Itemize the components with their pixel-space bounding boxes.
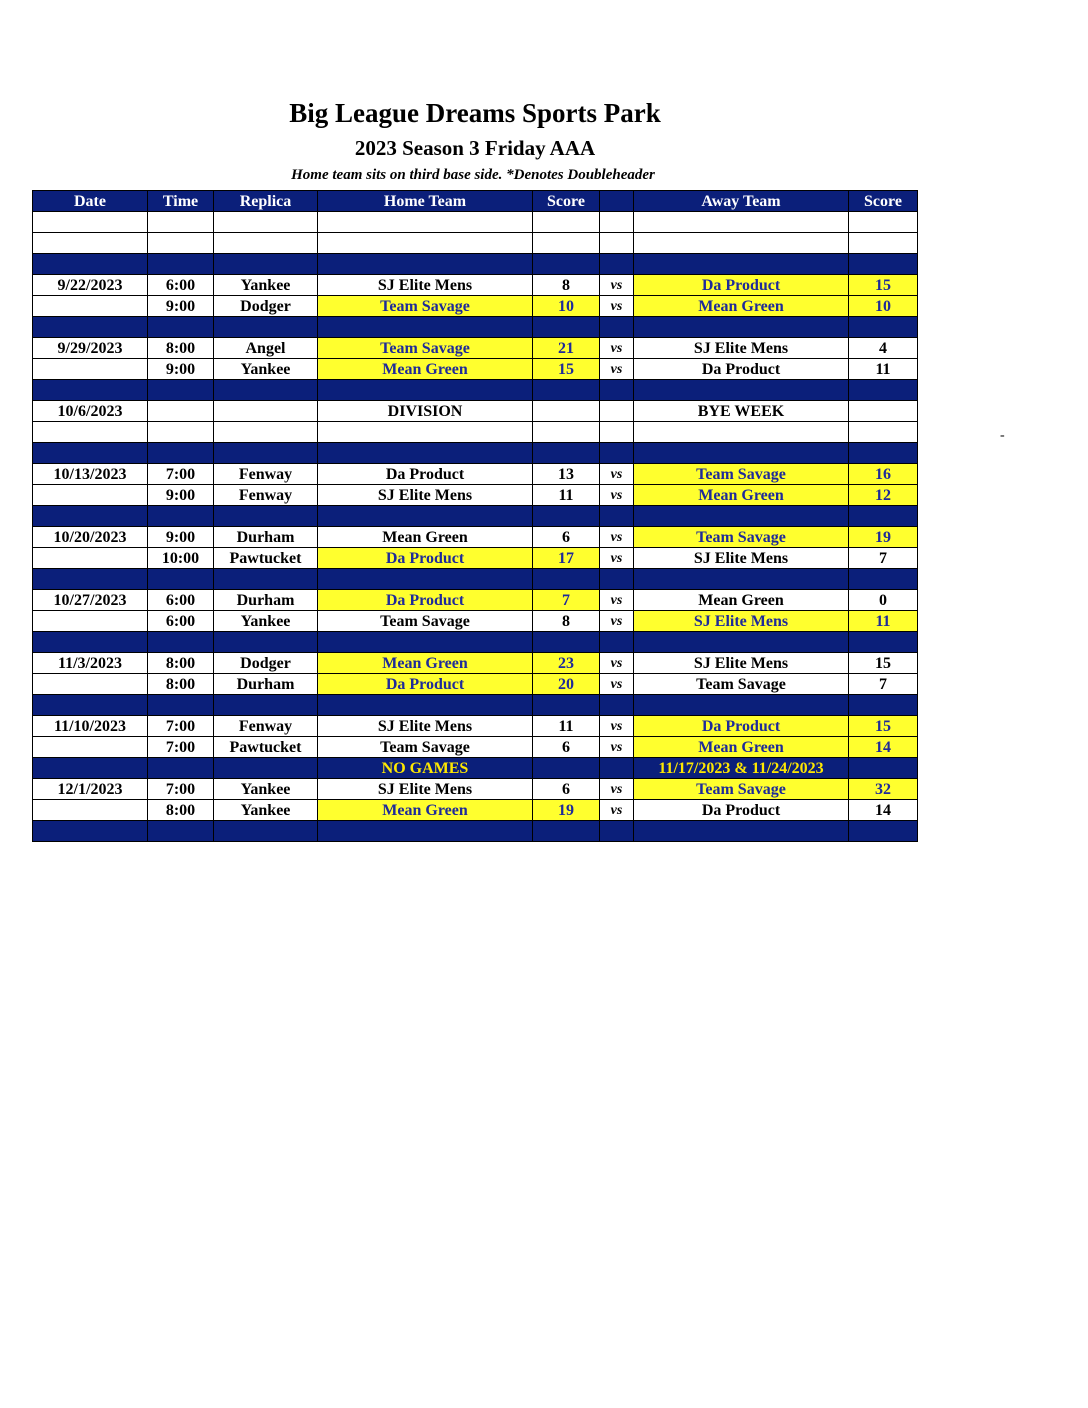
separator-cell xyxy=(33,317,148,338)
home-score-cell: 6 xyxy=(533,779,600,800)
time-cell: 6:00 xyxy=(148,611,214,632)
separator-cell xyxy=(318,695,533,716)
home-team-cell: SJ Elite Mens xyxy=(318,779,533,800)
empty-cell xyxy=(214,233,318,254)
separator-cell xyxy=(148,695,214,716)
home-score-cell: 8 xyxy=(533,611,600,632)
separator-cell xyxy=(634,317,849,338)
time-cell: 6:00 xyxy=(148,275,214,296)
home-score-cell xyxy=(533,401,600,422)
col-header-home-team: Home Team xyxy=(318,191,533,212)
home-score-cell: 11 xyxy=(533,485,600,506)
time-cell: 9:00 xyxy=(148,485,214,506)
time-cell: 8:00 xyxy=(148,800,214,821)
separator-cell xyxy=(634,254,849,275)
separator-cell xyxy=(214,443,318,464)
away-team-cell: Team Savage xyxy=(634,674,849,695)
empty-cell xyxy=(533,233,600,254)
col-header-replica: Replica xyxy=(214,191,318,212)
away-score-cell: 7 xyxy=(849,548,918,569)
date-cell xyxy=(33,485,148,506)
replica-cell: Durham xyxy=(214,590,318,611)
empty-cell xyxy=(148,212,214,233)
away-team-cell: SJ Elite Mens xyxy=(634,338,849,359)
separator-cell xyxy=(318,317,533,338)
separator-cell xyxy=(148,632,214,653)
replica-cell: Fenway xyxy=(214,464,318,485)
away-team-cell: Da Product xyxy=(634,359,849,380)
home-score-cell: 20 xyxy=(533,674,600,695)
game-row xyxy=(33,485,918,506)
empty-cell xyxy=(849,422,918,443)
replica-cell xyxy=(214,401,318,422)
header-row xyxy=(33,191,918,212)
away-score-cell: 14 xyxy=(849,737,918,758)
date-cell xyxy=(33,674,148,695)
empty-cell xyxy=(33,422,148,443)
vs-cell: vs xyxy=(600,548,634,569)
empty-cell xyxy=(634,233,849,254)
empty-cell xyxy=(214,212,318,233)
blank-row xyxy=(33,422,918,443)
separator-row xyxy=(33,695,918,716)
separator-cell xyxy=(634,632,849,653)
separator-row xyxy=(33,443,918,464)
home-team-cell: Da Product xyxy=(318,590,533,611)
home-score-cell: 15 xyxy=(533,359,600,380)
empty-cell xyxy=(634,212,849,233)
separator-cell xyxy=(148,569,214,590)
vs-cell: vs xyxy=(600,296,634,317)
vs-cell xyxy=(600,401,634,422)
date-cell: 9/29/2023 xyxy=(33,338,148,359)
away-team-cell: SJ Elite Mens xyxy=(634,611,849,632)
date-cell xyxy=(33,611,148,632)
home-team-cell: Team Savage xyxy=(318,737,533,758)
separator-cell xyxy=(600,569,634,590)
separator-cell xyxy=(849,758,918,779)
separator-row xyxy=(33,506,918,527)
away-score-cell: 14 xyxy=(849,800,918,821)
separator-cell xyxy=(600,695,634,716)
empty-cell xyxy=(33,212,148,233)
separator-cell xyxy=(849,380,918,401)
time-cell: 9:00 xyxy=(148,359,214,380)
separator-cell xyxy=(600,758,634,779)
separator-cell xyxy=(318,569,533,590)
separator-cell xyxy=(600,254,634,275)
replica-cell: Fenway xyxy=(214,716,318,737)
away-team-cell: Team Savage xyxy=(634,464,849,485)
vs-cell: vs xyxy=(600,716,634,737)
col-header-away-score: Score xyxy=(849,191,918,212)
game-row xyxy=(33,779,918,800)
away-score-cell: 10 xyxy=(849,296,918,317)
no-games-dates: 11/17/2023 & 11/24/2023 xyxy=(634,758,849,779)
separator-cell xyxy=(600,821,634,842)
vs-cell: vs xyxy=(600,527,634,548)
separator-cell xyxy=(533,758,600,779)
away-score-cell: 19 xyxy=(849,527,918,548)
separator-cell xyxy=(533,569,600,590)
empty-cell xyxy=(214,422,318,443)
away-score-cell: 0 xyxy=(849,590,918,611)
empty-cell xyxy=(634,422,849,443)
vs-cell: vs xyxy=(600,779,634,800)
home-team-cell: Da Product xyxy=(318,548,533,569)
replica-cell: Fenway xyxy=(214,485,318,506)
separator-cell xyxy=(33,758,148,779)
separator-cell xyxy=(214,380,318,401)
separator-cell xyxy=(148,380,214,401)
replica-cell: Pawtucket xyxy=(214,737,318,758)
separator-cell xyxy=(600,443,634,464)
time-cell: 7:00 xyxy=(148,716,214,737)
separator-cell xyxy=(318,380,533,401)
separator-cell xyxy=(634,506,849,527)
game-row xyxy=(33,338,918,359)
game-row xyxy=(33,359,918,380)
away-score-cell: 4 xyxy=(849,338,918,359)
separator-cell xyxy=(849,443,918,464)
separator-row xyxy=(33,317,918,338)
separator-cell xyxy=(600,317,634,338)
replica-cell: Yankee xyxy=(214,359,318,380)
home-score-cell: 19 xyxy=(533,800,600,821)
replica-cell: Angel xyxy=(214,338,318,359)
separator-cell xyxy=(533,695,600,716)
page-title: Big League Dreams Sports Park xyxy=(289,98,661,128)
time-cell: 10:00 xyxy=(148,548,214,569)
separator-cell xyxy=(849,632,918,653)
col-header-time: Time xyxy=(148,191,214,212)
home-team-cell: Team Savage xyxy=(318,338,533,359)
separator-cell xyxy=(33,821,148,842)
date-cell: 11/3/2023 xyxy=(33,653,148,674)
vs-cell: vs xyxy=(600,590,634,611)
date-cell xyxy=(33,548,148,569)
home-score-cell: 7 xyxy=(533,590,600,611)
vs-cell: vs xyxy=(600,485,634,506)
separator-cell xyxy=(33,506,148,527)
date-cell: 10/6/2023 xyxy=(33,401,148,422)
home-team-cell: Da Product xyxy=(318,674,533,695)
empty-cell xyxy=(849,233,918,254)
home-score-cell: 6 xyxy=(533,737,600,758)
separator-cell xyxy=(634,821,849,842)
away-team-cell: Da Product xyxy=(634,716,849,737)
vs-cell: vs xyxy=(600,464,634,485)
home-score-cell: 6 xyxy=(533,527,600,548)
separator-cell xyxy=(214,317,318,338)
home-score-cell: 10 xyxy=(533,296,600,317)
separator-cell xyxy=(533,632,600,653)
time-cell xyxy=(148,401,214,422)
away-team-cell: Team Savage xyxy=(634,779,849,800)
away-score-cell xyxy=(849,401,918,422)
away-score-cell: 15 xyxy=(849,653,918,674)
time-cell: 9:00 xyxy=(148,527,214,548)
empty-cell xyxy=(600,233,634,254)
game-row xyxy=(33,464,918,485)
separator-cell xyxy=(600,632,634,653)
vs-cell: vs xyxy=(600,737,634,758)
separator-row xyxy=(33,632,918,653)
replica-cell: Durham xyxy=(214,674,318,695)
home-score-cell: 23 xyxy=(533,653,600,674)
vs-cell: vs xyxy=(600,359,634,380)
home-score-cell: 17 xyxy=(533,548,600,569)
separator-cell xyxy=(148,506,214,527)
separator-cell xyxy=(214,695,318,716)
empty-cell xyxy=(600,422,634,443)
date-cell: 10/13/2023 xyxy=(33,464,148,485)
separator-cell xyxy=(214,569,318,590)
separator-cell xyxy=(33,254,148,275)
home-team-cell: SJ Elite Mens xyxy=(318,485,533,506)
separator-cell xyxy=(318,821,533,842)
empty-cell xyxy=(600,212,634,233)
date-cell xyxy=(33,296,148,317)
separator-cell xyxy=(849,506,918,527)
separator-cell xyxy=(849,254,918,275)
replica-cell: Yankee xyxy=(214,779,318,800)
separator-row xyxy=(33,569,918,590)
replica-cell: Durham xyxy=(214,527,318,548)
separator-cell xyxy=(148,758,214,779)
away-team-cell: Mean Green xyxy=(634,296,849,317)
col-header-vs xyxy=(600,191,634,212)
date-cell: 9/22/2023 xyxy=(33,275,148,296)
away-team-cell: Mean Green xyxy=(634,590,849,611)
date-cell: 10/20/2023 xyxy=(33,527,148,548)
empty-cell xyxy=(318,422,533,443)
separator-cell xyxy=(533,821,600,842)
separator-cell xyxy=(533,254,600,275)
time-cell: 8:00 xyxy=(148,674,214,695)
separator-cell xyxy=(214,254,318,275)
empty-cell xyxy=(33,233,148,254)
separator-cell xyxy=(600,380,634,401)
col-header-away-team: Away Team xyxy=(634,191,849,212)
vs-cell: vs xyxy=(600,338,634,359)
page-subtitle: 2023 Season 3 Friday AAA xyxy=(354,136,596,160)
vs-cell: vs xyxy=(600,800,634,821)
game-row xyxy=(33,674,918,695)
separator-cell xyxy=(33,380,148,401)
separator-cell xyxy=(634,695,849,716)
away-score-cell: 15 xyxy=(849,275,918,296)
vs-cell: vs xyxy=(600,275,634,296)
replica-cell: Yankee xyxy=(214,275,318,296)
separator-cell xyxy=(634,380,849,401)
home-team-cell: Da Product xyxy=(318,464,533,485)
blank-row xyxy=(33,233,918,254)
away-team-cell: SJ Elite Mens xyxy=(634,653,849,674)
separator-cell xyxy=(33,569,148,590)
blank-row xyxy=(33,212,918,233)
away-team-cell: Team Savage xyxy=(634,527,849,548)
separator-cell xyxy=(148,254,214,275)
col-header-home-score: Score xyxy=(533,191,600,212)
empty-cell xyxy=(533,422,600,443)
home-team-cell: Team Savage xyxy=(318,296,533,317)
separator-cell xyxy=(33,443,148,464)
separator-cell xyxy=(634,443,849,464)
separator-cell xyxy=(533,380,600,401)
vs-cell: vs xyxy=(600,674,634,695)
replica-cell: Dodger xyxy=(214,296,318,317)
replica-cell: Yankee xyxy=(214,800,318,821)
away-team-cell: Mean Green xyxy=(634,737,849,758)
empty-cell xyxy=(533,212,600,233)
time-cell: 9:00 xyxy=(148,296,214,317)
empty-cell xyxy=(318,233,533,254)
empty-cell xyxy=(849,212,918,233)
replica-cell: Pawtucket xyxy=(214,548,318,569)
time-cell: 8:00 xyxy=(148,338,214,359)
separator-cell xyxy=(148,821,214,842)
home-team-cell: Mean Green xyxy=(318,527,533,548)
vs-cell: vs xyxy=(600,611,634,632)
home-team-cell: Mean Green xyxy=(318,800,533,821)
separator-cell xyxy=(849,821,918,842)
separator-row xyxy=(33,254,918,275)
away-score-cell: 11 xyxy=(849,611,918,632)
game-row xyxy=(33,527,918,548)
home-score-cell: 8 xyxy=(533,275,600,296)
time-cell: 7:00 xyxy=(148,779,214,800)
empty-cell xyxy=(148,422,214,443)
schedule-body xyxy=(33,212,918,842)
away-score-cell: 32 xyxy=(849,779,918,800)
date-cell: 10/27/2023 xyxy=(33,590,148,611)
separator-cell xyxy=(318,632,533,653)
home-team-cell: DIVISION xyxy=(318,401,533,422)
time-cell: 7:00 xyxy=(148,737,214,758)
separator-cell xyxy=(533,443,600,464)
game-row xyxy=(33,275,918,296)
separator-cell xyxy=(33,695,148,716)
date-cell: 11/10/2023 xyxy=(33,716,148,737)
date-cell: 12/1/2023 xyxy=(33,779,148,800)
game-row xyxy=(33,737,918,758)
separator-cell xyxy=(849,695,918,716)
home-score-cell: 11 xyxy=(533,716,600,737)
replica-cell: Dodger xyxy=(214,653,318,674)
time-cell: 6:00 xyxy=(148,590,214,611)
separator-cell xyxy=(214,632,318,653)
away-team-cell: BYE WEEK xyxy=(634,401,849,422)
away-team-cell: Da Product xyxy=(634,800,849,821)
away-team-cell: Da Product xyxy=(634,275,849,296)
away-team-cell: Mean Green xyxy=(634,485,849,506)
game-row xyxy=(33,401,918,422)
separator-cell xyxy=(533,506,600,527)
game-row xyxy=(33,653,918,674)
separator-row xyxy=(33,380,918,401)
home-score-cell: 13 xyxy=(533,464,600,485)
home-score-cell: 21 xyxy=(533,338,600,359)
game-row xyxy=(33,590,918,611)
separator-cell xyxy=(533,317,600,338)
home-team-cell: Mean Green xyxy=(318,359,533,380)
away-score-cell: 12 xyxy=(849,485,918,506)
time-cell: 7:00 xyxy=(148,464,214,485)
separator-cell xyxy=(600,506,634,527)
stray-mark: - xyxy=(1000,428,1005,443)
time-cell: 8:00 xyxy=(148,653,214,674)
game-row xyxy=(33,548,918,569)
separator-cell xyxy=(214,758,318,779)
separator-cell xyxy=(318,506,533,527)
home-team-cell: Team Savage xyxy=(318,611,533,632)
home-team-cell: Mean Green xyxy=(318,653,533,674)
empty-cell xyxy=(318,212,533,233)
col-header-date: Date xyxy=(33,191,148,212)
separator-cell xyxy=(148,443,214,464)
empty-cell xyxy=(148,233,214,254)
separator-cell xyxy=(214,821,318,842)
separator-cell xyxy=(318,443,533,464)
doubleheader-note: Home team sits on third base side. *Denotes Doubleheader xyxy=(291,167,655,183)
away-score-cell: 7 xyxy=(849,674,918,695)
separator-cell xyxy=(634,569,849,590)
separator-cell xyxy=(33,632,148,653)
game-row xyxy=(33,800,918,821)
no-games-label: NO GAMES xyxy=(318,758,533,779)
home-team-cell: SJ Elite Mens xyxy=(318,275,533,296)
date-cell xyxy=(33,737,148,758)
separator-cell xyxy=(148,317,214,338)
date-cell xyxy=(33,359,148,380)
separator-cell xyxy=(849,317,918,338)
away-score-cell: 11 xyxy=(849,359,918,380)
separator-row xyxy=(33,758,918,779)
vs-cell: vs xyxy=(600,653,634,674)
game-row xyxy=(33,296,918,317)
away-team-cell: SJ Elite Mens xyxy=(634,548,849,569)
schedule-table xyxy=(32,190,918,842)
away-score-cell: 16 xyxy=(849,464,918,485)
game-row xyxy=(33,611,918,632)
home-team-cell: SJ Elite Mens xyxy=(318,716,533,737)
date-cell xyxy=(33,800,148,821)
separator-row xyxy=(33,821,918,842)
replica-cell: Yankee xyxy=(214,611,318,632)
separator-cell xyxy=(214,506,318,527)
separator-cell xyxy=(849,569,918,590)
separator-cell xyxy=(318,254,533,275)
away-score-cell: 15 xyxy=(849,716,918,737)
game-row xyxy=(33,716,918,737)
